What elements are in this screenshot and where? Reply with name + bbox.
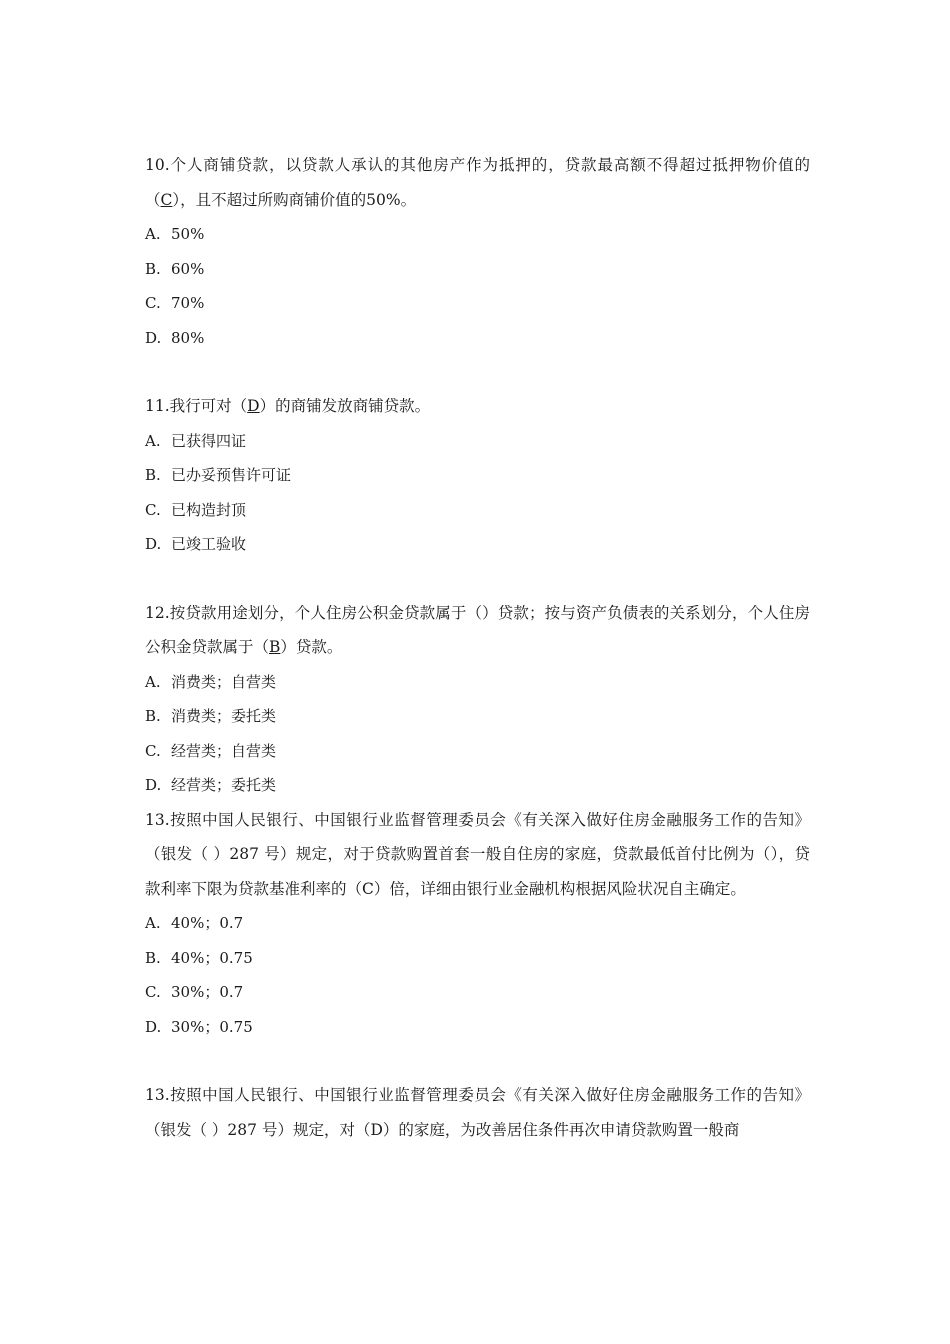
option-d <box>145 321 810 356</box>
option-a <box>145 906 810 941</box>
question-text-after: ）贷款。 <box>280 638 343 656</box>
option-text: 经营类；委托类 <box>171 776 277 794</box>
option-letter: B. <box>145 707 161 725</box>
option-letter: B. <box>145 948 161 967</box>
question-text-before: 12.按贷款用途划分，个人住房公积金贷款属于（）贷款；按与资产负债表的关系划分，个人住房公积金贷款属于（ <box>145 603 810 656</box>
question-text <box>145 803 810 907</box>
option-letter: C. <box>145 294 161 312</box>
option-c <box>145 975 810 1010</box>
question-text-before: 11.我行可对（ <box>145 397 248 415</box>
option-letter: C. <box>145 983 161 1001</box>
spacer <box>145 1044 810 1078</box>
option-text: 80% <box>171 328 205 347</box>
option-text: 已获得四证 <box>171 431 247 450</box>
option-text: 消费类；自营类 <box>171 672 277 691</box>
option-text: 60% <box>171 259 205 278</box>
option-c <box>145 734 810 769</box>
option-text: 50% <box>171 225 205 243</box>
option-letter: B. <box>145 466 161 484</box>
option-text: 70% <box>171 294 205 312</box>
option-b <box>145 941 810 976</box>
option-a <box>145 424 810 459</box>
question-text-before: 10.个人商铺贷款，以贷款人承认的其他房产作为抵押的，贷款最高额不得超过抵押物价值的（ <box>145 156 810 209</box>
option-a <box>145 217 810 252</box>
option-letter: D. <box>145 1017 162 1036</box>
option-text: 40%；0.75 <box>171 948 253 967</box>
answer-mark: B <box>269 638 281 656</box>
option-c <box>145 286 810 321</box>
option-text: 已办妥预售许可证 <box>171 466 292 484</box>
option-letter: A. <box>145 672 161 691</box>
question-11 <box>145 389 810 562</box>
question-text-after: ），且不超过所购商铺价值的50%。 <box>172 190 417 209</box>
document-content <box>145 148 810 1147</box>
option-letter: A. <box>145 225 161 243</box>
option-d <box>145 768 810 803</box>
question-text-before: 13.按照中国人民银行、中国银行业监督管理委员会《有关深入做好住房金融服务工作的告知》（银发（ ）287 号）规定，对于贷款购置首套一般自住房的家庭，贷款最低首付比例为（），贷款利率下限为贷款基准利率的（C）倍，详细由银行业金融机构根据风险状况自主确定。 <box>145 810 810 898</box>
option-text: 消费类；委托类 <box>171 707 277 725</box>
option-letter: B. <box>145 259 161 278</box>
question-text <box>145 148 810 217</box>
answer-mark: C <box>160 190 173 209</box>
option-b <box>145 699 810 734</box>
option-d <box>145 1010 810 1045</box>
question-text-before: 13.按照中国人民银行、中国银行业监督管理委员会《有关深入做好住房金融服务工作的告知》（银发（ ）287 号）规定，对（D）的家庭，为改善居住条件再次申请贷款购置一般商 <box>145 1086 810 1139</box>
spacer <box>145 355 810 389</box>
spacer <box>145 562 810 596</box>
question-text-after: ）的商铺发放商铺贷款。 <box>259 397 431 415</box>
option-a <box>145 665 810 700</box>
option-letter: D. <box>145 328 162 347</box>
option-letter: D. <box>145 776 162 794</box>
option-letter: A. <box>145 914 161 932</box>
option-letter: A. <box>145 431 161 450</box>
option-letter: C. <box>145 741 161 760</box>
option-text: 经营类；自营类 <box>171 741 277 760</box>
question-text <box>145 596 810 665</box>
question-10 <box>145 148 810 355</box>
option-letter: C. <box>145 500 161 519</box>
question-13-first <box>145 803 810 1045</box>
question-text <box>145 389 810 424</box>
question-13-second <box>145 1078 810 1147</box>
option-b <box>145 252 810 287</box>
option-d <box>145 527 810 562</box>
option-c <box>145 493 810 528</box>
option-text: 已竣工验收 <box>171 535 247 553</box>
option-text: 30%；0.7 <box>171 983 244 1001</box>
option-text: 已构造封顶 <box>171 500 247 519</box>
option-letter: D. <box>145 535 162 553</box>
option-b <box>145 458 810 493</box>
question-text <box>145 1078 810 1147</box>
question-12 <box>145 596 810 803</box>
answer-mark: D <box>247 397 260 415</box>
option-text: 40%；0.7 <box>171 914 244 932</box>
option-text: 30%；0.75 <box>171 1017 253 1036</box>
